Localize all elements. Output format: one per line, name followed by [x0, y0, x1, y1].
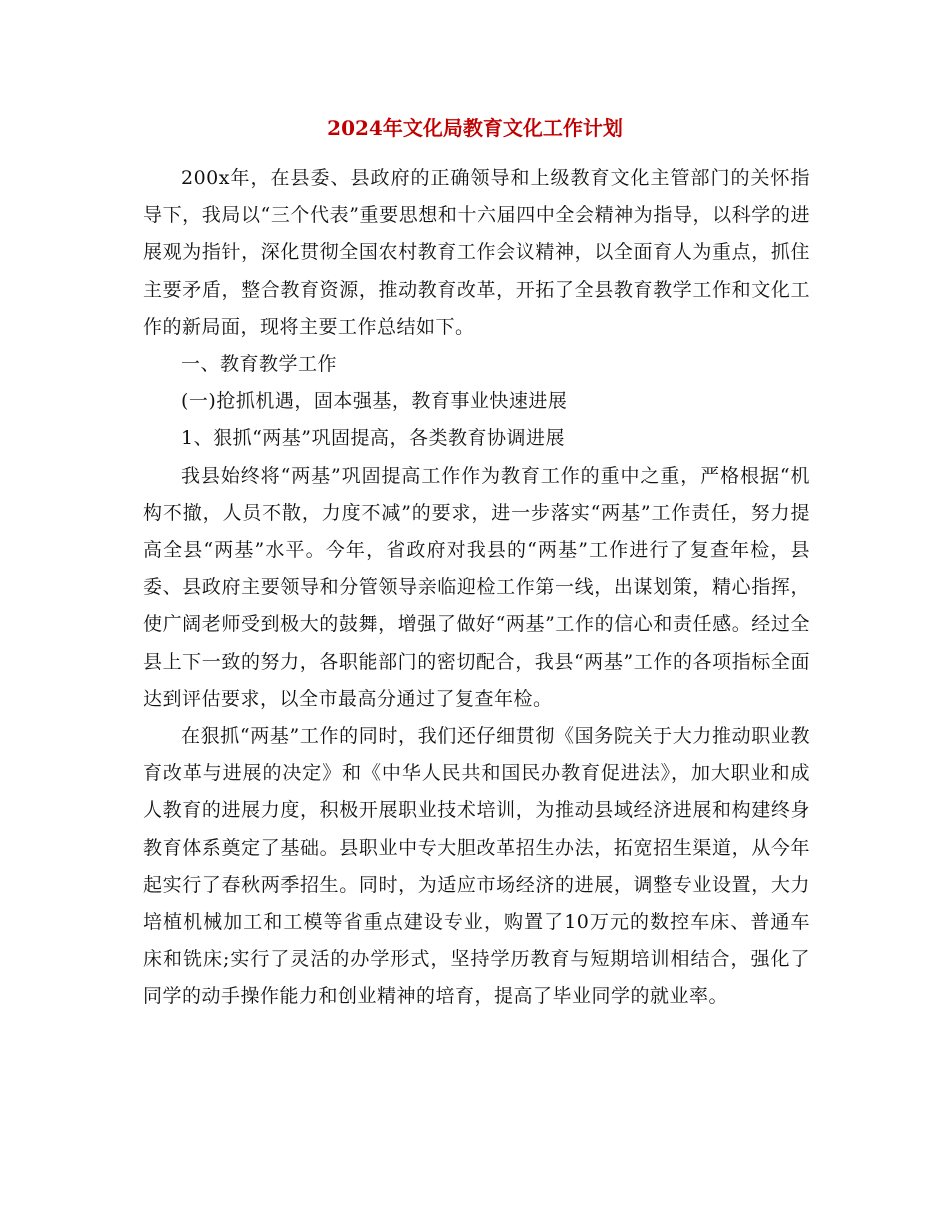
item-heading: 1、狠抓“两基”巩固提高，各类教育协调进展 — [181, 427, 566, 450]
subsection-heading: (一)抢抓机遇，固本强基，教育事业快速进展 — [181, 390, 568, 413]
body-paragraph: 我县始终将“两基”巩固提高工作作为教育工作的重中之重，严格根据“机构不撤，人员不散，力度不减”的要求，进一步落实“两基”工作责任，努力提高全县“两基”水平。今年，省政府对我县的“两基”工作进行了复查年检，县委、县政府主要领导和分管领导亲临迎检工作第一线，出谋划策，精心指挥，使广阔老师受到极大的鼓舞，增强了做好“两基”工作的信心和责任感。经过全县上下一致的努力，各职能部门的密切配合，我县“两基”工作的各项指标全面达到评估要求，以全市最高分通过了复查年检。 — [143, 464, 810, 710]
document-title: 2024年文化局教育文化工作计划 — [327, 116, 623, 140]
body-paragraph: 在狠抓“两基”工作的同时，我们还仔细贯彻《国务院关于大力推动职业教育改革与进展的决定》和《中华人民共和国民办教育促进法》，加大职业和成人教育的进展力度，积极开展职业技术培训，为推动县域经济进展和构建终身教育体系奠定了基础。县职业中专大胆改革招生办法，拓宽招生渠道，从今年起实行了春秋两季招生。同时，为适应市场经济的进展，调整专业设置，大力培植机械加工和工模等省重点建设专业，购置了10万元的数控车床、普通车床和铣床;实行了灵活的办学形式，坚持学历教育与短期培训相结合，强化了同学的动手操作能力和创业精神的培育，提高了毕业同学的就业率。 — [143, 725, 810, 1008]
document-body — [143, 160, 810, 1016]
intro-paragraph: 200x年，在县委、县政府的正确领导和上级教育文化主管部门的关怀指导下，我局以“三个代表”重要思想和十六届四中全会精神为指导，以科学的进展观为指针，深化贯彻全国农村教育工作会议精神，以全面育人为重点，抓住主要矛盾，整合教育资源，推动教育改革，开拓了全县教育教学工作和文化工作的新局面，现将主要工作总结如下。 — [143, 167, 810, 338]
section-heading: 一、教育教学工作 — [181, 353, 338, 376]
